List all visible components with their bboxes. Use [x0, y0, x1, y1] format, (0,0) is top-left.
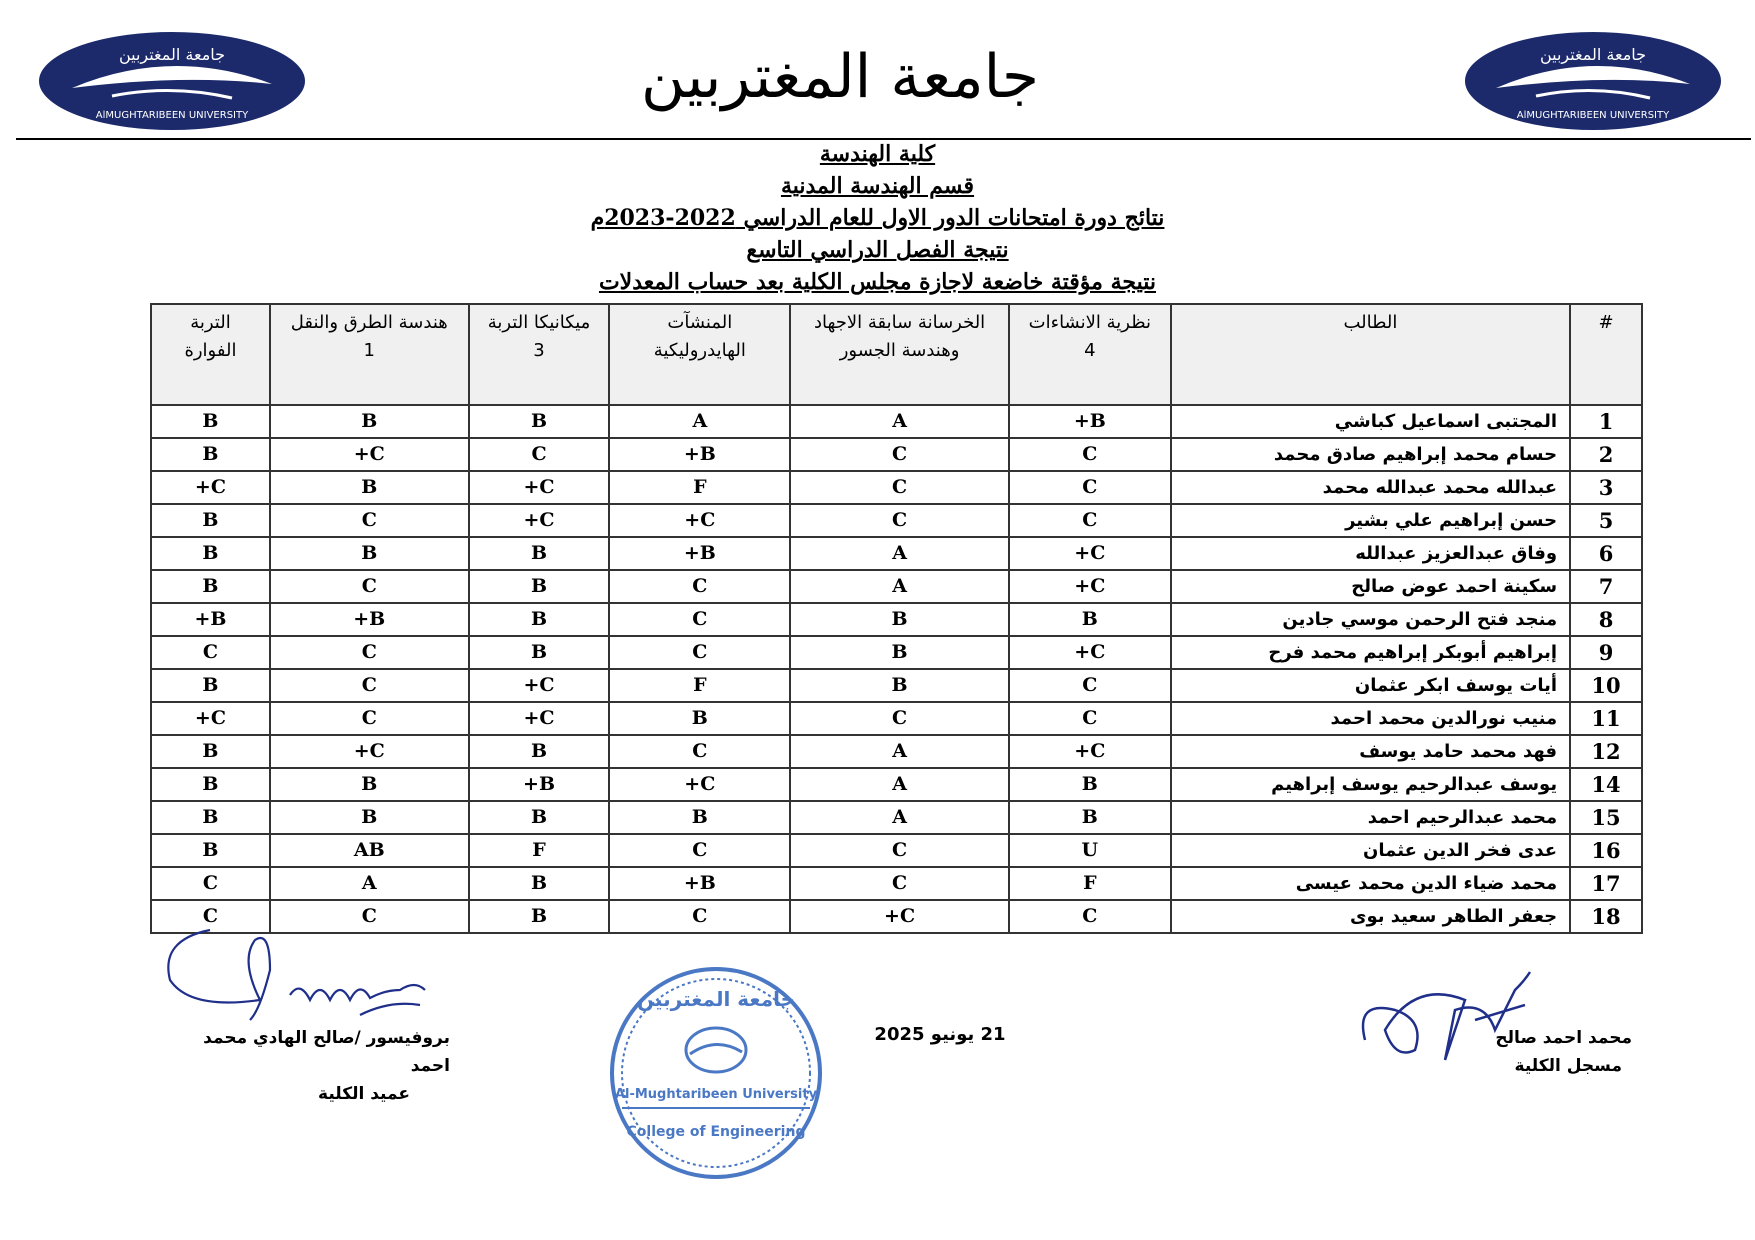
grade-cell: C [790, 834, 1009, 867]
results-table [150, 303, 1643, 934]
grade-cell: B [469, 900, 610, 933]
grade-cell: C [151, 900, 270, 933]
column-header-line2: الهايدروليكية [653, 340, 746, 361]
grade-cell: C [790, 867, 1009, 900]
grade-cell: C [1009, 669, 1171, 702]
table-row [151, 570, 1642, 603]
logo-english-text: AlMUGHTARIBEEN UNIVERSITY [1516, 110, 1670, 121]
column-header-line2: 1 [363, 340, 375, 361]
student-name: المجتبى اسماعيل كباشي [1171, 405, 1570, 438]
grade-cell: F [609, 471, 790, 504]
grade-cell: C [270, 669, 469, 702]
provisional-note: نتيجة مؤقتة خاضعة لاجازة مجلس الكلية بعد حساب المعدلات [598, 269, 1157, 295]
grade-cell: B [790, 636, 1009, 669]
logo-arabic-text: جامعة المغتربين [1539, 45, 1647, 64]
grade-cell: C [270, 570, 469, 603]
table-row [151, 438, 1642, 471]
row-number: 18 [1570, 900, 1642, 933]
grade-cell: AB [270, 834, 469, 867]
grade-cell: B+ [1009, 405, 1171, 438]
grade-cell: C [1009, 702, 1171, 735]
grade-cell: C [609, 834, 790, 867]
table-row [151, 636, 1642, 669]
document-date: 21 يونيو 2025 [874, 1024, 1006, 1045]
grade-cell: F [469, 834, 610, 867]
grade-cell: B [1009, 603, 1171, 636]
grade-cell: C [609, 603, 790, 636]
column-header-line1: الخرسانة سابقة الاجهاد [813, 312, 986, 333]
grade-cell: C [151, 867, 270, 900]
grade-cell: C [270, 900, 469, 933]
exam-title: نتائج دورة امتحانات الدور الاول للعام الدراسي 2022-2023م [590, 205, 1165, 231]
table-row [151, 603, 1642, 636]
row-number: 16 [1570, 834, 1642, 867]
row-number: 14 [1570, 768, 1642, 801]
column-header-line1: التربة [190, 312, 231, 333]
grade-cell: C [270, 636, 469, 669]
grade-cell: C [790, 504, 1009, 537]
grade-cell: B [469, 537, 610, 570]
student-name: عدى فخر الدين عثمان [1171, 834, 1570, 867]
column-header-line2: 3 [533, 340, 545, 361]
grade-cell: C [270, 504, 469, 537]
grade-cell: B+ [151, 603, 270, 636]
grade-cell: B [270, 801, 469, 834]
grade-cell: B [790, 603, 1009, 636]
column-header-line2: 4 [1084, 340, 1096, 361]
grade-cell: A [790, 405, 1009, 438]
row-number: 17 [1570, 867, 1642, 900]
university-logo-left [32, 26, 312, 136]
column-header [790, 304, 1009, 405]
grade-cell: C [790, 471, 1009, 504]
grade-cell: C [1009, 438, 1171, 471]
college-stamp [606, 958, 826, 1188]
grade-cell: A [790, 537, 1009, 570]
column-header-line1: نظرية الانشاءات [1028, 312, 1151, 333]
grade-cell: B [609, 801, 790, 834]
row-number: 5 [1570, 504, 1642, 537]
grade-cell: C+ [1009, 735, 1171, 768]
dean-block [160, 1024, 450, 1108]
grade-cell: B [469, 636, 610, 669]
student-name: حسن إبراهيم علي بشير [1171, 504, 1570, 537]
row-number: 12 [1570, 735, 1642, 768]
logo-english-text: AlMUGHTARIBEEN UNIVERSITY [95, 110, 249, 121]
grade-cell: B+ [609, 438, 790, 471]
stamp-college-text: College of Engineering [626, 1124, 806, 1140]
grade-cell: B [469, 405, 610, 438]
table-row [151, 867, 1642, 900]
grade-cell: B [151, 537, 270, 570]
grade-cell: U [1009, 834, 1171, 867]
table-row [151, 537, 1642, 570]
grade-cell: B [270, 405, 469, 438]
grade-cell: A [609, 405, 790, 438]
grade-cell: A [790, 735, 1009, 768]
grade-cell: C+ [469, 471, 610, 504]
grade-cell: C+ [151, 702, 270, 735]
grade-cell: C+ [1009, 570, 1171, 603]
grade-cell: B [151, 504, 270, 537]
grade-cell: C [609, 900, 790, 933]
grade-cell: B+ [609, 867, 790, 900]
row-number: 15 [1570, 801, 1642, 834]
column-header-line1: ميكانيكا التربة [487, 312, 591, 333]
column-header-line2: وهندسة الجسور [839, 340, 960, 361]
grade-cell: B [151, 801, 270, 834]
student-name: إبراهيم أبوبكر إبراهيم محمد فرح [1171, 636, 1570, 669]
grade-cell: B [270, 768, 469, 801]
document-titles [0, 138, 1755, 298]
grade-cell: C [609, 735, 790, 768]
stamp-arabic-text: جامعة المغتربين [636, 987, 796, 1011]
grade-cell: F [1009, 867, 1171, 900]
grade-cell: C+ [270, 735, 469, 768]
grade-cell: C+ [1009, 537, 1171, 570]
grade-cell: C+ [469, 702, 610, 735]
logo-arabic-text: جامعة المغتربين [118, 45, 226, 64]
row-number: 1 [1570, 405, 1642, 438]
grade-cell: B+ [270, 603, 469, 636]
table-row [151, 669, 1642, 702]
student-name: وفاق عبدالعزيز عبدالله [1171, 537, 1570, 570]
table-row [151, 735, 1642, 768]
student-name: أيات يوسف ابكر عثمان [1171, 669, 1570, 702]
department-title: قسم الهندسة المدنية [780, 173, 975, 199]
table-row [151, 702, 1642, 735]
grade-cell: B [469, 801, 610, 834]
grade-cell: B [151, 405, 270, 438]
grade-cell: B [469, 867, 610, 900]
row-number: 7 [1570, 570, 1642, 603]
semester-title: نتيجة الفصل الدراسي التاسع [746, 237, 1009, 263]
grade-cell: C+ [790, 900, 1009, 933]
table-row [151, 405, 1642, 438]
student-name: حسام محمد إبراهيم صادق محمد [1171, 438, 1570, 471]
student-name: جعفر الطاهر سعيد بوى [1171, 900, 1570, 933]
table-row [151, 801, 1642, 834]
column-header-line1: # [1598, 312, 1614, 333]
grade-cell: B [469, 570, 610, 603]
grade-cell: F [609, 669, 790, 702]
row-number: 6 [1570, 537, 1642, 570]
grade-cell: C [609, 636, 790, 669]
grade-cell: C [151, 636, 270, 669]
stamp-english-text: Al-Mughtaribeen University [614, 1087, 818, 1102]
grade-cell: A [270, 867, 469, 900]
column-header-line1: هندسة الطرق والنقل [290, 312, 448, 333]
grade-cell: B [1009, 768, 1171, 801]
row-number: 10 [1570, 669, 1642, 702]
row-number: 2 [1570, 438, 1642, 471]
grade-cell: C+ [469, 669, 610, 702]
university-name: جامعة المغتربين [641, 42, 1039, 112]
grade-cell: A [790, 570, 1009, 603]
column-header [1009, 304, 1171, 405]
grade-cell: C [790, 702, 1009, 735]
row-number: 9 [1570, 636, 1642, 669]
row-number: 11 [1570, 702, 1642, 735]
table-row [151, 504, 1642, 537]
student-name: منيب نورالدين محمد احمد [1171, 702, 1570, 735]
grade-cell: A [790, 801, 1009, 834]
grade-cell: C+ [609, 504, 790, 537]
student-name: محمد ضياء الدين محمد عيسى [1171, 867, 1570, 900]
grade-cell: B [151, 735, 270, 768]
student-name: سكينة احمد عوض صالح [1171, 570, 1570, 603]
student-name: عبدالله محمد عبدالله محمد [1171, 471, 1570, 504]
grade-cell: C [609, 570, 790, 603]
column-header [469, 304, 610, 405]
table-header-row [151, 304, 1642, 405]
grade-cell: B [151, 768, 270, 801]
faculty-title: كلية الهندسة [819, 141, 936, 167]
row-number: 3 [1570, 471, 1642, 504]
grade-cell: B+ [609, 537, 790, 570]
row-number: 8 [1570, 603, 1642, 636]
grade-cell: B [151, 669, 270, 702]
university-logo-right [1458, 26, 1728, 136]
grade-cell: B [151, 834, 270, 867]
grade-cell: C+ [609, 768, 790, 801]
column-header [270, 304, 469, 405]
grade-cell: C [790, 438, 1009, 471]
table-body [151, 405, 1642, 933]
column-header-line1: الطالب [1343, 312, 1398, 333]
grade-cell: C [1009, 471, 1171, 504]
grade-cell: C+ [469, 504, 610, 537]
column-header [1570, 304, 1642, 405]
column-header-line1: المنشآت [667, 312, 733, 333]
student-name: فهد محمد حامد يوسف [1171, 735, 1570, 768]
student-name: منجد فتح الرحمن موسي جادين [1171, 603, 1570, 636]
grade-cell: B [151, 438, 270, 471]
column-header [151, 304, 270, 405]
grade-cell: B [270, 471, 469, 504]
grade-cell: B [469, 735, 610, 768]
grade-cell: C+ [151, 471, 270, 504]
student-name: محمد عبدالرحيم احمد [1171, 801, 1570, 834]
table-row [151, 768, 1642, 801]
dean-name: بروفيسور /صالح الهادي محمد احمد [203, 1028, 450, 1076]
grade-cell: B [1009, 801, 1171, 834]
grade-cell: C [1009, 504, 1171, 537]
grade-cell: A [790, 768, 1009, 801]
grade-cell: C [469, 438, 610, 471]
registrar-block [1495, 1024, 1632, 1080]
grade-cell: C [1009, 900, 1171, 933]
grade-cell: B [270, 537, 469, 570]
dean-signature [160, 920, 430, 1030]
grade-cell: C+ [270, 438, 469, 471]
table-row [151, 471, 1642, 504]
table-row [151, 834, 1642, 867]
column-header [609, 304, 790, 405]
grade-cell: B [790, 669, 1009, 702]
column-header-line2: الفوارة [184, 340, 237, 361]
grade-cell: B [151, 570, 270, 603]
registrar-role: مسجل الكلية [1514, 1056, 1622, 1076]
grade-cell: B [469, 603, 610, 636]
registrar-name: محمد احمد صالح [1495, 1028, 1632, 1048]
student-name: يوسف عبدالرحيم يوسف إبراهيم [1171, 768, 1570, 801]
grade-cell: B [609, 702, 790, 735]
dean-role: عميد الكلية [318, 1084, 410, 1104]
column-header [1171, 304, 1570, 405]
grade-cell: C+ [1009, 636, 1171, 669]
grade-cell: C [270, 702, 469, 735]
grade-cell: B+ [469, 768, 610, 801]
